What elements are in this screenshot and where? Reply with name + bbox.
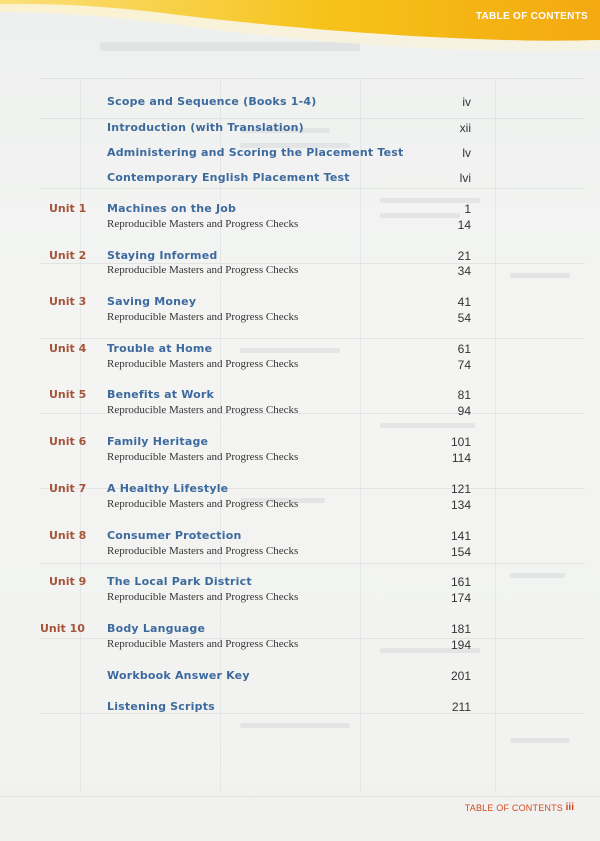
unit-sub-page: 154 (450, 545, 471, 559)
toc-entry-title[interactable]: Contemporary English Placement Test (107, 171, 350, 184)
unit-subtitle[interactable]: Reproducible Masters and Progress Checks (107, 264, 299, 276)
unit-page: 61 (457, 342, 471, 356)
unit-sub-page: 114 (451, 451, 471, 465)
unit-subtitle[interactable]: Reproducible Masters and Progress Checks (107, 358, 299, 370)
unit-label: Unit 6 (49, 435, 87, 448)
unit-subtitle[interactable]: Reproducible Masters and Progress Checks (107, 638, 299, 650)
unit-page: 101 (450, 435, 471, 449)
unit-subtitle[interactable]: Reproducible Masters and Progress Checks (107, 545, 299, 557)
unit-label: Unit 1 (49, 202, 87, 215)
unit-page: 161 (450, 575, 471, 589)
unit-title[interactable]: Trouble at Home (107, 342, 213, 355)
unit-sub-page: 174 (450, 591, 471, 605)
unit-page: 1 (464, 202, 471, 216)
unit-label: Unit 3 (49, 295, 87, 308)
toc-entry-title[interactable]: Administering and Scoring the Placement Test (107, 146, 404, 159)
unit-subtitle[interactable]: Reproducible Masters and Progress Checks (107, 451, 299, 463)
footer-page-number: iii (565, 802, 574, 813)
unit-subtitle[interactable]: Reproducible Masters and Progress Checks (107, 591, 299, 603)
unit-subtitle[interactable]: Reproducible Masters and Progress Checks (107, 404, 299, 416)
unit-title[interactable]: Body Language (107, 622, 206, 635)
unit-label: Unit 7 (49, 482, 87, 495)
unit-sub-page: 54 (457, 311, 471, 325)
toc-entry-title[interactable]: Workbook Answer Key (107, 669, 250, 682)
toc-entry-title[interactable]: Listening Scripts (107, 700, 215, 713)
unit-title[interactable]: Family Heritage (107, 435, 209, 448)
unit-subtitle[interactable]: Reproducible Masters and Progress Checks (107, 218, 299, 230)
unit-label: Unit 4 (49, 342, 87, 355)
header-title: TABLE OF CONTENTS (475, 11, 588, 22)
toc-entry-title[interactable]: Scope and Sequence (Books 1-4) (107, 95, 317, 108)
toc-entry-page: 211 (451, 700, 471, 714)
unit-subtitle[interactable]: Reproducible Masters and Progress Checks (107, 311, 299, 323)
unit-title[interactable]: Staying Informed (107, 249, 218, 262)
toc-entry-page: 201 (450, 669, 471, 683)
unit-sub-page: 34 (457, 264, 471, 278)
toc-entry-page: lvi (459, 171, 471, 185)
unit-page: 141 (450, 529, 471, 543)
unit-sub-page: 14 (457, 218, 471, 232)
unit-label: Unit 9 (49, 575, 87, 588)
toc-entry-page: iv (462, 95, 471, 109)
unit-page: 41 (457, 295, 471, 309)
unit-page: 121 (450, 482, 471, 496)
unit-label: Unit 8 (49, 529, 87, 542)
unit-sub-page: 194 (450, 638, 471, 652)
unit-title[interactable]: Saving Money (107, 295, 197, 308)
toc-entry-page: xii (459, 121, 471, 135)
unit-page: 81 (457, 388, 471, 402)
footer-divider (0, 796, 600, 797)
unit-title[interactable]: Machines on the Job (107, 202, 237, 215)
footer-title: TABLE OF CONTENTS (464, 803, 563, 813)
unit-page: 21 (457, 249, 471, 263)
unit-title[interactable]: A Healthy Lifestyle (107, 482, 229, 495)
unit-title[interactable]: The Local Park District (107, 575, 252, 588)
toc-entry-page: lv (462, 146, 471, 160)
unit-sub-page: 74 (457, 358, 471, 372)
unit-page: 181 (450, 622, 471, 636)
unit-label: Unit 10 (40, 622, 85, 635)
unit-subtitle[interactable]: Reproducible Masters and Progress Checks (107, 498, 299, 510)
unit-title[interactable]: Consumer Protection (107, 529, 242, 542)
unit-sub-page: 134 (450, 498, 471, 512)
toc-entry-title[interactable]: Introduction (with Translation) (107, 121, 304, 134)
unit-title[interactable]: Benefits at Work (107, 388, 215, 401)
unit-label: Unit 2 (49, 249, 87, 262)
unit-label: Unit 5 (49, 388, 87, 401)
unit-sub-page: 94 (457, 404, 471, 418)
